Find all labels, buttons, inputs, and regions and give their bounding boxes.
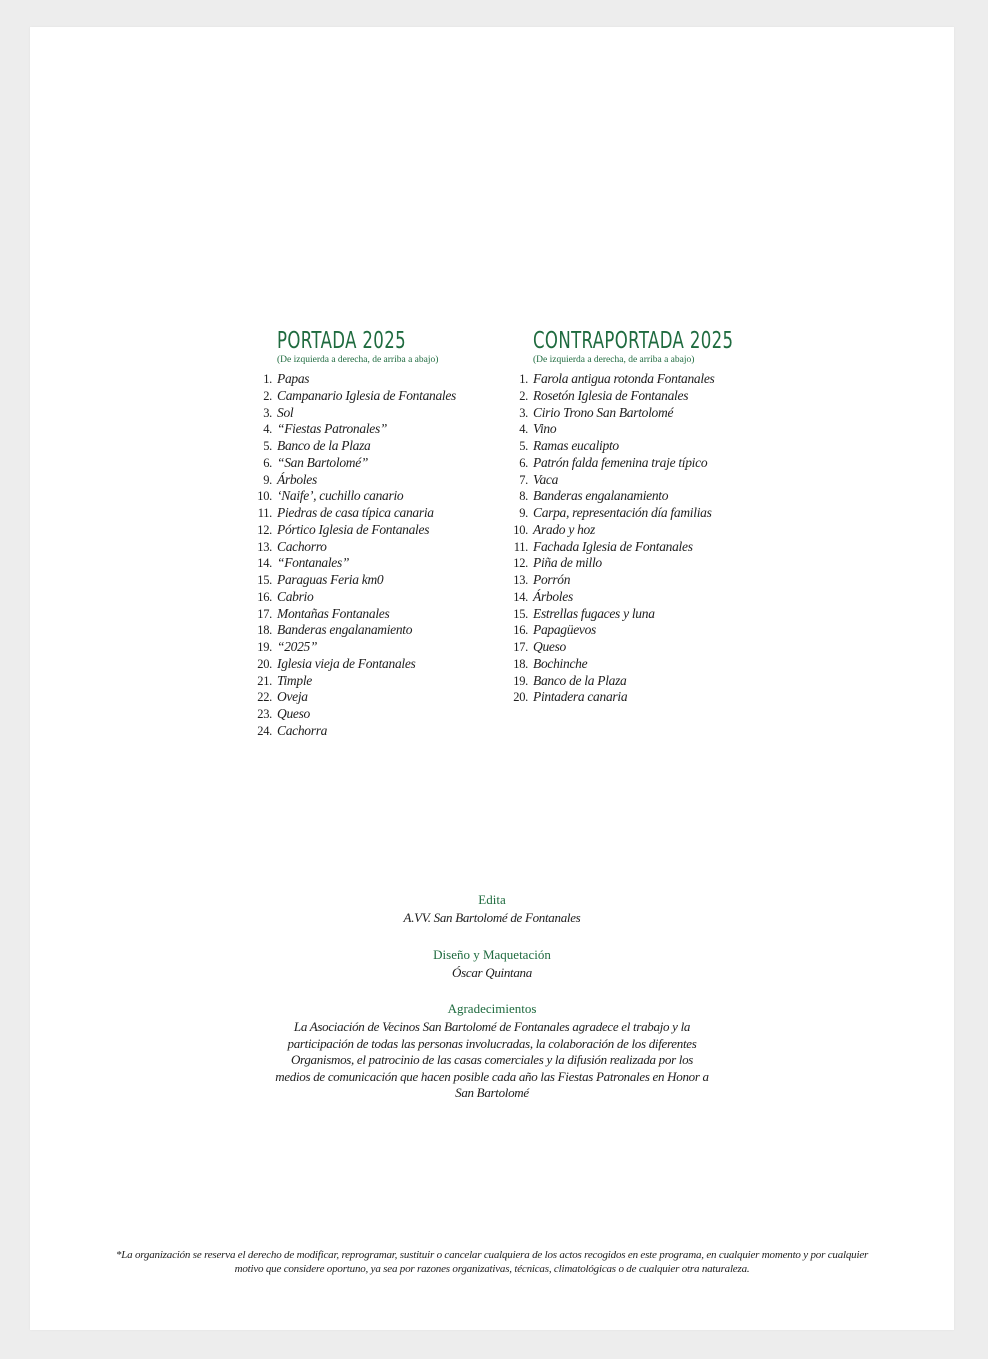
list-item-number: 11. [513, 539, 528, 554]
contraportada-list-item [508, 673, 768, 690]
list-item-label: “2025” [277, 639, 318, 654]
diseno-block [30, 947, 954, 982]
contraportada-title: CONTRAPORTADA 2025 [533, 328, 734, 354]
portada-list-item [252, 421, 492, 438]
list-item-label: Queso [533, 639, 566, 654]
portada-list-item [252, 488, 492, 505]
list-item-number: 12. [513, 556, 528, 571]
portada-title: PORTADA 2025 [277, 328, 407, 354]
contraportada-list-item [508, 405, 768, 422]
contraportada-list-item [508, 505, 768, 522]
list-item-number: 18. [257, 623, 272, 638]
contraportada-list-item [508, 371, 768, 388]
list-item-label: Pintadera canaria [533, 689, 628, 705]
list-item-label: Porrón [533, 572, 571, 587]
list-item-label: Vaca [533, 471, 559, 487]
list-item-label: Estrellas fugaces y luna [533, 605, 655, 621]
list-item-label: Piedras de casa típica canaria [277, 505, 434, 520]
list-item-number: 20. [257, 656, 272, 671]
list-item-number: 7. [519, 472, 528, 487]
list-item-number: 3. [263, 405, 272, 420]
contraportada-list-item [508, 555, 768, 572]
list-item-number: 10. [257, 489, 272, 504]
credits-section [30, 892, 954, 1122]
list-item-label: Fachada Iglesia de Fontanales [533, 538, 693, 554]
list-item-label: Cachorro [277, 538, 327, 554]
list-item-number: 1. [519, 372, 528, 386]
contraportada-list-item [508, 539, 768, 556]
portada-list-item [252, 539, 492, 556]
contraportada-section [508, 329, 768, 706]
portada-list-item [252, 455, 492, 472]
portada-list-item [252, 388, 492, 405]
list-item-number: 13. [257, 539, 272, 554]
list-item-label: Carpa, representación día familias [533, 505, 712, 520]
list-item-label: Papas [277, 371, 310, 386]
list-item-number: 12. [257, 522, 272, 537]
contraportada-list-item [508, 656, 768, 673]
contraportada-list-item [508, 438, 768, 455]
portada-list-item [252, 371, 492, 388]
agradecimientos-title: Agradecimientos [447, 1001, 537, 1016]
agradecimientos-block [30, 1001, 954, 1102]
list-item-number: 22. [257, 690, 272, 705]
agradecimientos-body: La Asociación de Vecinos San Bartolomé de Fontanales agradece el trabajo y la participación de todas las personas involucradas, la colaboración de los diferentes Organismos, el patrocinio de las casas comerciales y la difusión realizada por los medios de comunicación que hacen posible cada año las Fiestas Patronales en Honor a San Bartolomé [275, 1019, 709, 1100]
portada-section [252, 329, 492, 740]
list-item-number: 3. [519, 405, 528, 420]
diseno-body: Óscar Quintana [452, 964, 532, 980]
portada-subtitle: (De izquierda a derecha, de arriba a abajo) [277, 355, 439, 365]
edita-block [30, 892, 954, 927]
edita-title: Edita [478, 892, 506, 907]
contraportada-list-item [508, 388, 768, 405]
list-item-label: “Fontanales” [277, 555, 350, 571]
list-item-label: Campanario Iglesia de Fontanales [277, 387, 457, 403]
contraportada-list-item [508, 622, 768, 639]
list-item-number: 13. [513, 573, 528, 587]
list-item-label: Arado y hoz [533, 521, 595, 537]
portada-list [252, 371, 492, 740]
contraportada-subtitle: (De izquierda a derecha, de arriba a abajo) [533, 355, 695, 365]
list-item-label: Bochinche [533, 655, 588, 671]
portada-list-item [252, 405, 492, 422]
portada-list-item [252, 622, 492, 639]
contraportada-list-item [508, 639, 768, 656]
portada-list-item [252, 706, 492, 723]
list-item-label: Árboles [533, 588, 573, 604]
list-item-label: Queso [277, 706, 310, 721]
list-item-number: 5. [519, 439, 528, 453]
list-item-number: 6. [263, 455, 272, 470]
portada-list-item [252, 673, 492, 690]
edita-body: A.VV. San Bartolomé de Fontanales [403, 910, 581, 925]
list-item-label: Cachorra [277, 722, 328, 738]
list-item-number: 19. [257, 640, 272, 654]
portada-list-item [252, 572, 492, 589]
portada-list-item [252, 505, 492, 522]
list-item-label: Oveja [277, 689, 308, 705]
portada-list-item [252, 472, 492, 489]
list-item-number: 17. [513, 640, 528, 654]
list-item-label: Timple [277, 672, 312, 688]
list-item-number: 24. [257, 723, 272, 738]
list-item-number: 9. [519, 506, 528, 520]
portada-list-item [252, 639, 492, 656]
list-item-label: Banderas engalanamiento [533, 488, 669, 504]
contraportada-list-item [508, 522, 768, 539]
portada-list-item [252, 589, 492, 606]
portada-list-item [252, 723, 492, 740]
list-item-number: 1. [263, 372, 272, 386]
list-item-label: Sol [277, 404, 294, 420]
list-item-label: ‘Naife’, cuchillo canario [277, 488, 404, 504]
list-item-number: 11. [257, 506, 272, 520]
list-item-number: 4. [519, 422, 528, 437]
contraportada-list-item [508, 421, 768, 438]
list-item-label: Cabrio [277, 588, 314, 604]
portada-list-item [252, 656, 492, 673]
list-item-label: Banderas engalanamiento [277, 622, 413, 638]
list-item-label: Banco de la Plaza [277, 438, 371, 453]
list-item-number: 2. [263, 388, 272, 403]
contraportada-list-item [508, 606, 768, 623]
contraportada-list [508, 371, 768, 706]
contraportada-list-item [508, 572, 768, 589]
list-item-label: “San Bartolomé” [277, 454, 369, 470]
list-item-label: Árboles [277, 471, 317, 487]
list-item-number: 16. [513, 623, 528, 638]
contraportada-list-item [508, 689, 768, 706]
portada-list-item [252, 438, 492, 455]
list-item-number: 6. [519, 455, 528, 470]
list-item-number: 5. [263, 439, 272, 453]
list-item-label: Vino [533, 421, 557, 437]
portada-list-item [252, 522, 492, 539]
list-item-number: 23. [257, 707, 272, 721]
list-item-number: 9. [263, 472, 272, 487]
list-item-label: Ramas eucalipto [533, 438, 619, 453]
list-item-label: Farola antigua rotonda Fontanales [533, 371, 715, 386]
list-item-label: Patrón falda femenina traje típico [533, 454, 708, 470]
document-page [30, 27, 954, 1330]
list-item-label: Iglesia vieja de Fontanales [277, 655, 416, 671]
list-item-label: Paraguas Feria km0 [277, 572, 384, 587]
list-item-number: 17. [257, 606, 272, 621]
list-item-number: 21. [257, 673, 272, 688]
list-item-number: 18. [513, 656, 528, 671]
list-item-number: 16. [257, 589, 272, 604]
list-item-number: 2. [519, 388, 528, 403]
list-item-number: 20. [513, 690, 528, 705]
list-item-number: 14. [513, 589, 528, 604]
list-item-label: Montañas Fontanales [277, 605, 390, 621]
list-item-label: Piña de millo [533, 555, 602, 571]
list-item-number: 14. [257, 556, 272, 571]
list-item-label: Pórtico Iglesia de Fontanales [277, 521, 430, 537]
list-item-number: 8. [519, 489, 528, 504]
list-item-label: Rosetón Iglesia de Fontanales [533, 387, 689, 403]
disclaimer-text: *La organización se reserva el derecho de modificar, reprogramar, sustituir o cancelar cualquiera de los actos recogidos en este programa, en cualquier momento y por cualquier motivo que considere oportuno, ya sea por razones organizativas, técnicas, climatológicas o de cualquier otra naturaleza. [115, 1249, 869, 1275]
contraportada-list-item [508, 455, 768, 472]
contraportada-list-item [508, 589, 768, 606]
portada-list-item [252, 555, 492, 572]
diseno-title: Diseño y Maquetación [433, 946, 551, 962]
list-item-label: Papagüevos [533, 622, 596, 638]
disclaimer-footnote [30, 1248, 954, 1276]
contraportada-list-item [508, 472, 768, 489]
portada-list-item [252, 689, 492, 706]
list-item-number: 15. [513, 606, 528, 621]
list-item-label: “Fiestas Patronales” [277, 421, 388, 437]
list-item-number: 19. [513, 673, 528, 688]
list-item-number: 4. [263, 422, 272, 437]
portada-list-item [252, 606, 492, 623]
list-item-number: 15. [257, 573, 272, 587]
list-item-number: 10. [513, 522, 528, 537]
list-item-label: Cirio Trono San Bartolomé [533, 404, 674, 420]
contraportada-list-item [508, 488, 768, 505]
list-item-label: Banco de la Plaza [533, 672, 627, 688]
